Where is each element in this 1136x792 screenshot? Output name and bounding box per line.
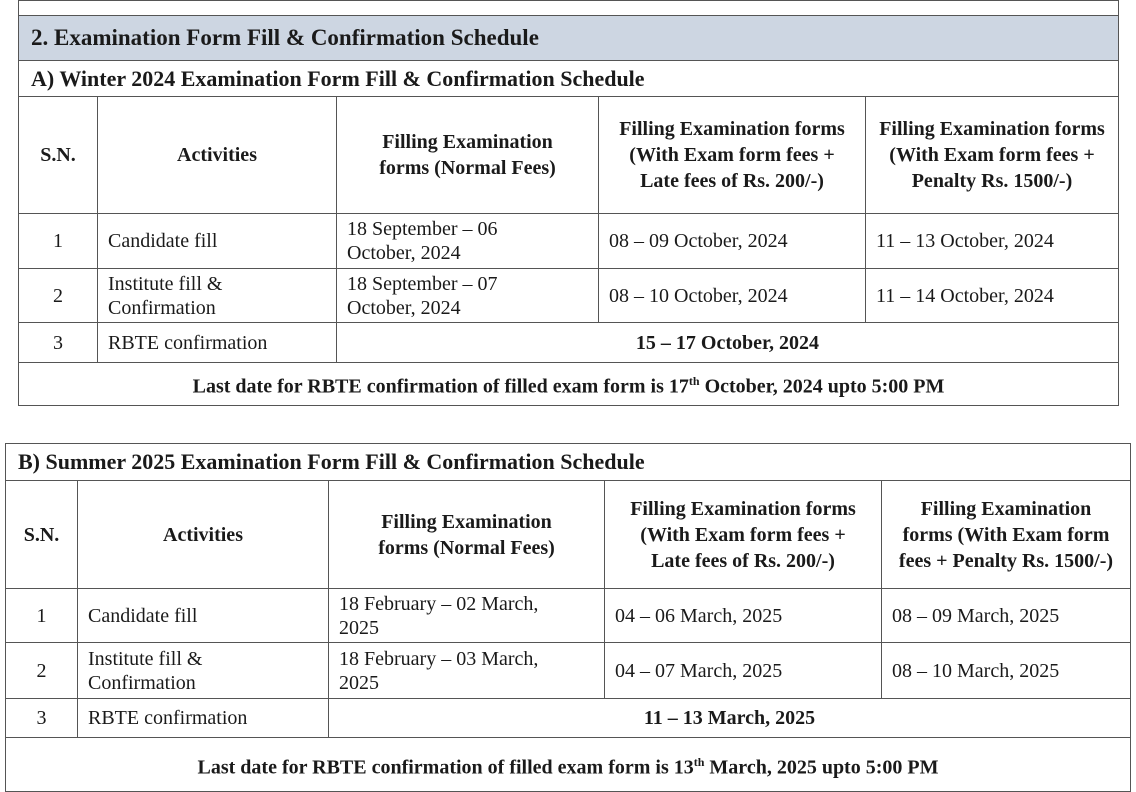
header-late-fees [598,96,866,214]
header-normal-fees [328,480,605,589]
table-row-merged-dates [336,322,1119,363]
winter-subtitle [18,60,1119,97]
row-penalty-text: 08 – 09 March, 2025 [892,604,1060,627]
row-activity-text: RBTE confirmation [108,331,268,354]
row-late-text: 04 – 06 March, 2025 [615,604,783,627]
header-penalty [865,96,1119,214]
table-row-sn [18,322,98,363]
table-row-merged-dates [328,698,1131,738]
row-sn-text: 3 [36,707,47,729]
header-sn-text: S.N. [23,523,60,546]
row-penalty-text: 11 – 14 October, 2024 [876,284,1054,307]
table-row-penalty [865,213,1119,269]
table-row-normal [336,213,599,269]
row-normal-text: 18 September – 07 October, 2024 [347,272,498,319]
row-activity-text: Candidate fill [88,604,198,627]
row-sn-text: 3 [53,331,63,354]
summer-schedule-table [5,443,1131,792]
winter-subtitle-text: A) Winter 2024 Examination Form Fill & Confirmation Schedule [31,65,645,91]
row-penalty-text: 08 – 10 March, 2025 [892,659,1060,682]
winter-last-date-note [18,362,1119,406]
table-row-sn [18,213,98,269]
header-late-fees-text: Filling Examination forms (With Exam form fees + Late fees of Rs. 200/-) [619,118,845,192]
table-row-late [604,642,882,699]
table-row-activity [77,642,329,699]
header-activities-text: Activities [163,523,243,546]
row-sn-text: 1 [53,230,63,252]
summer-last-date-note [5,737,1131,792]
table-row-activity [97,268,337,323]
table-row-normal [336,268,599,323]
row-merged-text: 11 – 13 March, 2025 [643,707,816,729]
header-activities [97,96,337,214]
summer-last-date-text: Last date for RBTE confirmation of filled exam form is 13th March, 2025 upto 5:00 PM [197,754,939,779]
table-row-sn [5,698,78,738]
table-row-penalty [881,588,1131,643]
table-row-normal [328,642,605,699]
header-activities-text: Activities [177,144,257,166]
header-late-fees [604,480,882,589]
table-row-late [598,268,866,323]
table-row-late [598,213,866,269]
table-row-activity [97,213,337,269]
row-sn-text: 2 [53,284,63,307]
row-activity-text: Institute fill & Confirmation [88,647,203,694]
row-activity-text: Candidate fill [108,230,218,252]
row-activity-text: RBTE confirmation [88,707,248,729]
winter-last-date-text: Last date for RBTE confirmation of filled exam form is 17th October, 2024 upto 5:00 PM [192,374,945,398]
section-title-text: 2. Examination Form Fill & Confirmation Schedule [31,25,539,50]
table-row-activity [77,698,329,738]
row-normal-text: 18 February – 02 March, 2025 [339,592,539,639]
table-row-activity [77,588,329,643]
table-row-activity [97,322,337,363]
summer-subtitle-text: B) Summer 2025 Examination Form Fill & Confirmation Schedule [18,449,645,474]
header-sn [5,480,78,589]
row-activity-text: Institute fill & Confirmation [108,272,223,319]
row-penalty-text: 11 – 13 October, 2024 [876,230,1054,252]
row-normal-text: 18 September – 06 October, 2024 [347,218,498,264]
header-normal-fees-text: Filling Examination forms (Normal Fees) [379,131,556,179]
table-row-late [604,588,882,643]
table-row-sn [5,588,78,643]
row-normal-text: 18 February – 03 March, 2025 [339,647,539,694]
table-row-sn [5,642,78,699]
header-penalty-text: Filling Examination forms (With Exam form fees + Penalty Rs. 1500/-) [879,118,1105,192]
row-sn-text: 2 [36,659,47,682]
header-sn-text: S.N. [40,144,76,166]
header-normal-fees [336,96,599,214]
section-title [18,15,1119,61]
table-row-normal [328,588,605,643]
row-late-text: 04 – 07 March, 2025 [615,659,783,682]
header-sn [18,96,98,214]
row-late-text: 08 – 09 October, 2024 [609,230,788,252]
row-merged-text: 15 – 17 October, 2024 [635,331,820,354]
header-late-fees-text: Filling Examination forms (With Exam form fees + Late fees of Rs. 200/-) [630,497,856,572]
header-penalty [881,480,1131,589]
row-sn-text: 1 [36,604,47,627]
table-row-sn [18,268,98,323]
table-row-penalty [865,268,1119,323]
header-penalty-text: Filling Examination forms (With Exam form fees + Penalty Rs. 1500/-) [898,497,1114,572]
summer-subtitle [5,443,1131,481]
header-activities [77,480,329,589]
winter-schedule-table [18,0,1119,406]
table-row-penalty [881,642,1131,699]
row-late-text: 08 – 10 October, 2024 [609,284,788,307]
header-normal-fees-text: Filling Examination forms (Normal Fees) [378,510,555,559]
